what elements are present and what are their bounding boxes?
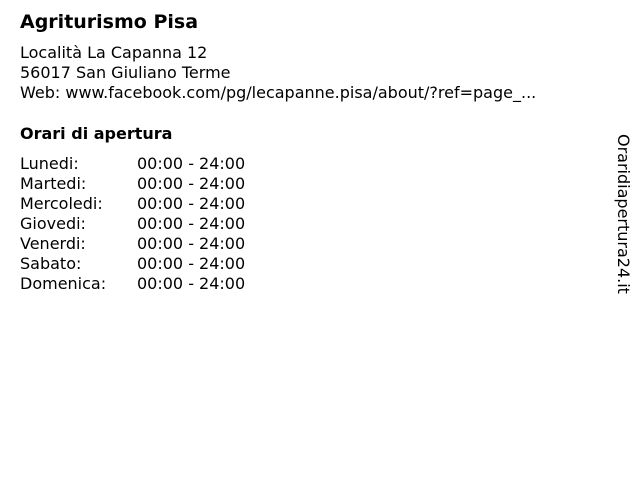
- time-range: 00:00 - 24:00: [137, 174, 246, 193]
- time-range: 00:00 - 24:00: [137, 154, 246, 173]
- opening-hours-table: [20, 154, 245, 294]
- day-label: Mercoledi:: [20, 194, 103, 213]
- hours-row-monday: [20, 154, 245, 174]
- time-range: 00:00 - 24:00: [137, 254, 246, 273]
- time-range: 00:00 - 24:00: [137, 194, 246, 213]
- day-label: Lunedi:: [20, 154, 79, 173]
- day-label: Venerdi:: [20, 234, 86, 253]
- day-label: Domenica:: [20, 274, 107, 293]
- time-range: 00:00 - 24:00: [137, 274, 246, 293]
- site-watermark: Oraridiapertura24.it: [614, 134, 633, 294]
- page-title: Agriturismo Pisa: [20, 11, 199, 33]
- day-label: Giovedi:: [20, 214, 86, 233]
- hours-row-sunday: [20, 274, 245, 294]
- hours-row-tuesday: [20, 174, 245, 194]
- address-city: 56017 San Giuliano Terme: [20, 63, 231, 82]
- hours-row-wednesday: [20, 194, 245, 214]
- hours-row-saturday: [20, 254, 245, 274]
- time-range: 00:00 - 24:00: [137, 214, 246, 233]
- website-line: Web: www.facebook.com/pg/lecapanne.pisa/about/?ref=page_...: [20, 83, 537, 102]
- hours-row-thursday: [20, 214, 245, 234]
- time-range: 00:00 - 24:00: [137, 234, 246, 253]
- day-label: Martedi:: [20, 174, 87, 193]
- opening-hours-heading: Orari di apertura: [20, 124, 173, 143]
- day-label: Sabato:: [20, 254, 82, 273]
- address-street: Località La Capanna 12: [20, 43, 208, 62]
- address-block: [20, 43, 536, 103]
- hours-row-friday: [20, 234, 245, 254]
